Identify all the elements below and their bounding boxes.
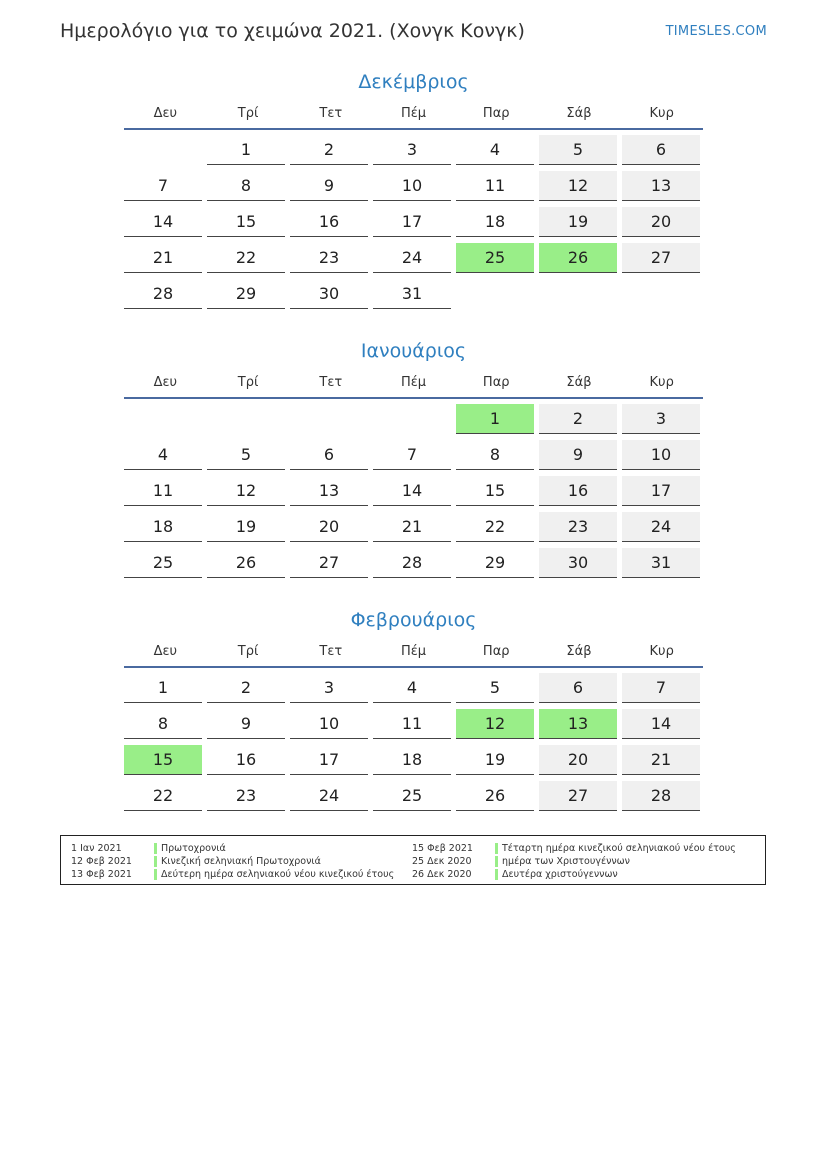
page-title: Ημερολόγιο για το χειμώνα 2021. (Χονγκ Κονγκ) — [60, 20, 525, 42]
month-december — [124, 68, 703, 315]
day-cell: 5 — [456, 673, 534, 703]
holiday-marker — [154, 869, 157, 880]
day-cell: 28 — [124, 279, 202, 309]
week-row — [124, 745, 703, 781]
week-row — [124, 673, 703, 709]
day-cell: 25 — [373, 781, 451, 811]
weekday-label: Κυρ — [649, 106, 674, 121]
weekday-label: Σάβ — [566, 375, 592, 390]
empty-day-cell — [456, 279, 534, 309]
weekday-label: Τετ — [319, 106, 343, 121]
day-cell: 12 — [539, 171, 617, 201]
day-cell: 18 — [124, 512, 202, 542]
day-cell: 3 — [373, 135, 451, 165]
day-cell: 5 — [539, 135, 617, 165]
empty-day-cell — [622, 279, 700, 309]
day-cell: 1 — [124, 673, 202, 703]
day-cell: 26 — [207, 548, 285, 578]
day-cell: 26 — [456, 781, 534, 811]
weekday-label: Παρ — [482, 644, 510, 659]
holiday-marker — [495, 869, 498, 880]
day-cell: 12 — [456, 709, 534, 739]
month-february — [124, 606, 703, 817]
day-cell: 16 — [539, 476, 617, 506]
holiday-marker — [495, 843, 498, 854]
day-cell: 13 — [622, 171, 700, 201]
day-cell: 10 — [622, 440, 700, 470]
legend-date: 15 Φεβ 2021 — [412, 843, 473, 854]
day-cell: 21 — [373, 512, 451, 542]
month-january — [124, 337, 703, 584]
day-cell: 28 — [373, 548, 451, 578]
day-cell: 25 — [456, 243, 534, 273]
day-cell: 15 — [124, 745, 202, 775]
week-row — [124, 781, 703, 817]
day-cell: 18 — [373, 745, 451, 775]
legend-entry — [71, 868, 411, 881]
day-cell: 13 — [290, 476, 368, 506]
legend-entry — [71, 842, 411, 855]
legend-entry — [71, 855, 411, 868]
week-row — [124, 709, 703, 745]
day-cell: 27 — [290, 548, 368, 578]
day-cell: 4 — [124, 440, 202, 470]
day-cell: 6 — [539, 673, 617, 703]
month-name: Φεβρουάριος — [350, 609, 477, 631]
day-cell: 23 — [539, 512, 617, 542]
legend-holiday-name: Πρωτοχρονιά — [161, 843, 226, 854]
day-cell: 8 — [207, 171, 285, 201]
day-cell: 23 — [207, 781, 285, 811]
day-cell: 31 — [622, 548, 700, 578]
holiday-marker — [495, 856, 498, 867]
day-cell: 22 — [456, 512, 534, 542]
day-cell: 24 — [290, 781, 368, 811]
weekday-label: Παρ — [482, 375, 510, 390]
week-row — [124, 404, 703, 440]
empty-day-cell — [124, 404, 202, 434]
weekday-header — [124, 104, 703, 130]
day-cell: 26 — [539, 243, 617, 273]
day-cell: 11 — [124, 476, 202, 506]
weekday-label: Τρί — [237, 375, 259, 390]
empty-day-cell — [539, 279, 617, 309]
day-cell: 11 — [373, 709, 451, 739]
weekday-label: Δευ — [153, 375, 178, 390]
day-cell: 25 — [124, 548, 202, 578]
day-grid — [124, 135, 703, 315]
day-cell: 27 — [539, 781, 617, 811]
day-cell: 28 — [622, 781, 700, 811]
legend-holiday-name: Δεύτερη ημέρα σεληνιακού νέου κινεζικού έτους — [161, 869, 395, 880]
legend-holiday-name: Δευτέρα χριστούγεννων — [502, 869, 618, 880]
day-cell: 13 — [539, 709, 617, 739]
weekday-label: Τρί — [237, 106, 259, 121]
day-cell: 1 — [456, 404, 534, 434]
day-cell: 14 — [373, 476, 451, 506]
holiday-legend — [60, 835, 766, 885]
legend-date: 12 Φεβ 2021 — [71, 856, 132, 867]
weekday-label: Τρί — [237, 644, 259, 659]
day-cell: 2 — [539, 404, 617, 434]
brand-link[interactable]: TIMESLES.COM — [665, 24, 767, 39]
legend-date: 25 Δεκ 2020 — [412, 856, 472, 867]
day-grid — [124, 673, 703, 817]
day-cell: 2 — [207, 673, 285, 703]
week-row — [124, 548, 703, 584]
day-cell: 19 — [207, 512, 285, 542]
day-cell: 17 — [290, 745, 368, 775]
weekday-label: Πέμ — [400, 644, 427, 659]
empty-day-cell — [124, 135, 202, 165]
legend-date: 1 Ιαν 2021 — [71, 843, 122, 854]
weekday-label: Τετ — [319, 375, 343, 390]
day-cell: 29 — [207, 279, 285, 309]
weekday-label: Σάβ — [566, 106, 592, 121]
day-cell: 17 — [373, 207, 451, 237]
holiday-marker — [154, 856, 157, 867]
month-name: Δεκέμβριος — [358, 71, 469, 93]
day-cell: 15 — [456, 476, 534, 506]
weekday-header — [124, 373, 703, 399]
week-row — [124, 171, 703, 207]
week-row — [124, 440, 703, 476]
day-cell: 1 — [207, 135, 285, 165]
day-cell: 14 — [124, 207, 202, 237]
day-cell: 7 — [124, 171, 202, 201]
legend-entry — [412, 868, 757, 881]
week-row — [124, 279, 703, 315]
weekday-label: Παρ — [482, 106, 510, 121]
legend-column-left — [71, 842, 411, 881]
weekday-label: Δευ — [153, 106, 178, 121]
day-cell: 6 — [290, 440, 368, 470]
day-cell: 7 — [373, 440, 451, 470]
holiday-marker — [154, 843, 157, 854]
weekday-header — [124, 642, 703, 668]
day-cell: 4 — [456, 135, 534, 165]
legend-date: 26 Δεκ 2020 — [412, 869, 472, 880]
day-cell: 30 — [539, 548, 617, 578]
day-cell: 4 — [373, 673, 451, 703]
week-row — [124, 243, 703, 279]
day-cell: 2 — [290, 135, 368, 165]
weekday-label: Πέμ — [400, 106, 427, 121]
day-cell: 19 — [539, 207, 617, 237]
day-cell: 10 — [373, 171, 451, 201]
day-cell: 9 — [207, 709, 285, 739]
weekday-label: Πέμ — [400, 375, 427, 390]
day-cell: 30 — [290, 279, 368, 309]
day-cell: 11 — [456, 171, 534, 201]
day-cell: 8 — [124, 709, 202, 739]
empty-day-cell — [373, 404, 451, 434]
week-row — [124, 476, 703, 512]
day-cell: 9 — [539, 440, 617, 470]
day-grid — [124, 404, 703, 584]
weekday-label: Τετ — [319, 644, 343, 659]
legend-date: 13 Φεβ 2021 — [71, 869, 132, 880]
week-row — [124, 512, 703, 548]
month-name: Ιανουάριος — [360, 340, 467, 362]
legend-holiday-name: Κινεζική σεληνιακή Πρωτοχρονιά — [161, 856, 321, 867]
day-cell: 16 — [290, 207, 368, 237]
day-cell: 24 — [622, 512, 700, 542]
week-row — [124, 135, 703, 171]
day-cell: 22 — [207, 243, 285, 273]
day-cell: 8 — [456, 440, 534, 470]
day-cell: 10 — [290, 709, 368, 739]
day-cell: 23 — [290, 243, 368, 273]
day-cell: 20 — [539, 745, 617, 775]
day-cell: 20 — [622, 207, 700, 237]
legend-holiday-name: Τέταρτη ημέρα κινεζικού σεληνιακού νέου έτους — [502, 843, 736, 854]
day-cell: 19 — [456, 745, 534, 775]
legend-entry — [412, 855, 757, 868]
day-cell: 21 — [124, 243, 202, 273]
day-cell: 9 — [290, 171, 368, 201]
empty-day-cell — [290, 404, 368, 434]
day-cell: 3 — [290, 673, 368, 703]
day-cell: 22 — [124, 781, 202, 811]
day-cell: 29 — [456, 548, 534, 578]
day-cell: 20 — [290, 512, 368, 542]
legend-holiday-name: ημέρα των Χριστουγέννων — [502, 856, 630, 867]
day-cell: 6 — [622, 135, 700, 165]
empty-day-cell — [207, 404, 285, 434]
weekday-label: Σάβ — [566, 644, 592, 659]
weekday-label: Δευ — [153, 644, 178, 659]
legend-entry — [412, 842, 757, 855]
day-cell: 3 — [622, 404, 700, 434]
day-cell: 5 — [207, 440, 285, 470]
day-cell: 18 — [456, 207, 534, 237]
day-cell: 21 — [622, 745, 700, 775]
day-cell: 12 — [207, 476, 285, 506]
day-cell: 27 — [622, 243, 700, 273]
day-cell: 7 — [622, 673, 700, 703]
day-cell: 16 — [207, 745, 285, 775]
day-cell: 17 — [622, 476, 700, 506]
weekday-label: Κυρ — [649, 644, 674, 659]
day-cell: 31 — [373, 279, 451, 309]
legend-column-right — [412, 842, 757, 881]
weekday-label: Κυρ — [649, 375, 674, 390]
day-cell: 15 — [207, 207, 285, 237]
day-cell: 14 — [622, 709, 700, 739]
day-cell: 24 — [373, 243, 451, 273]
week-row — [124, 207, 703, 243]
